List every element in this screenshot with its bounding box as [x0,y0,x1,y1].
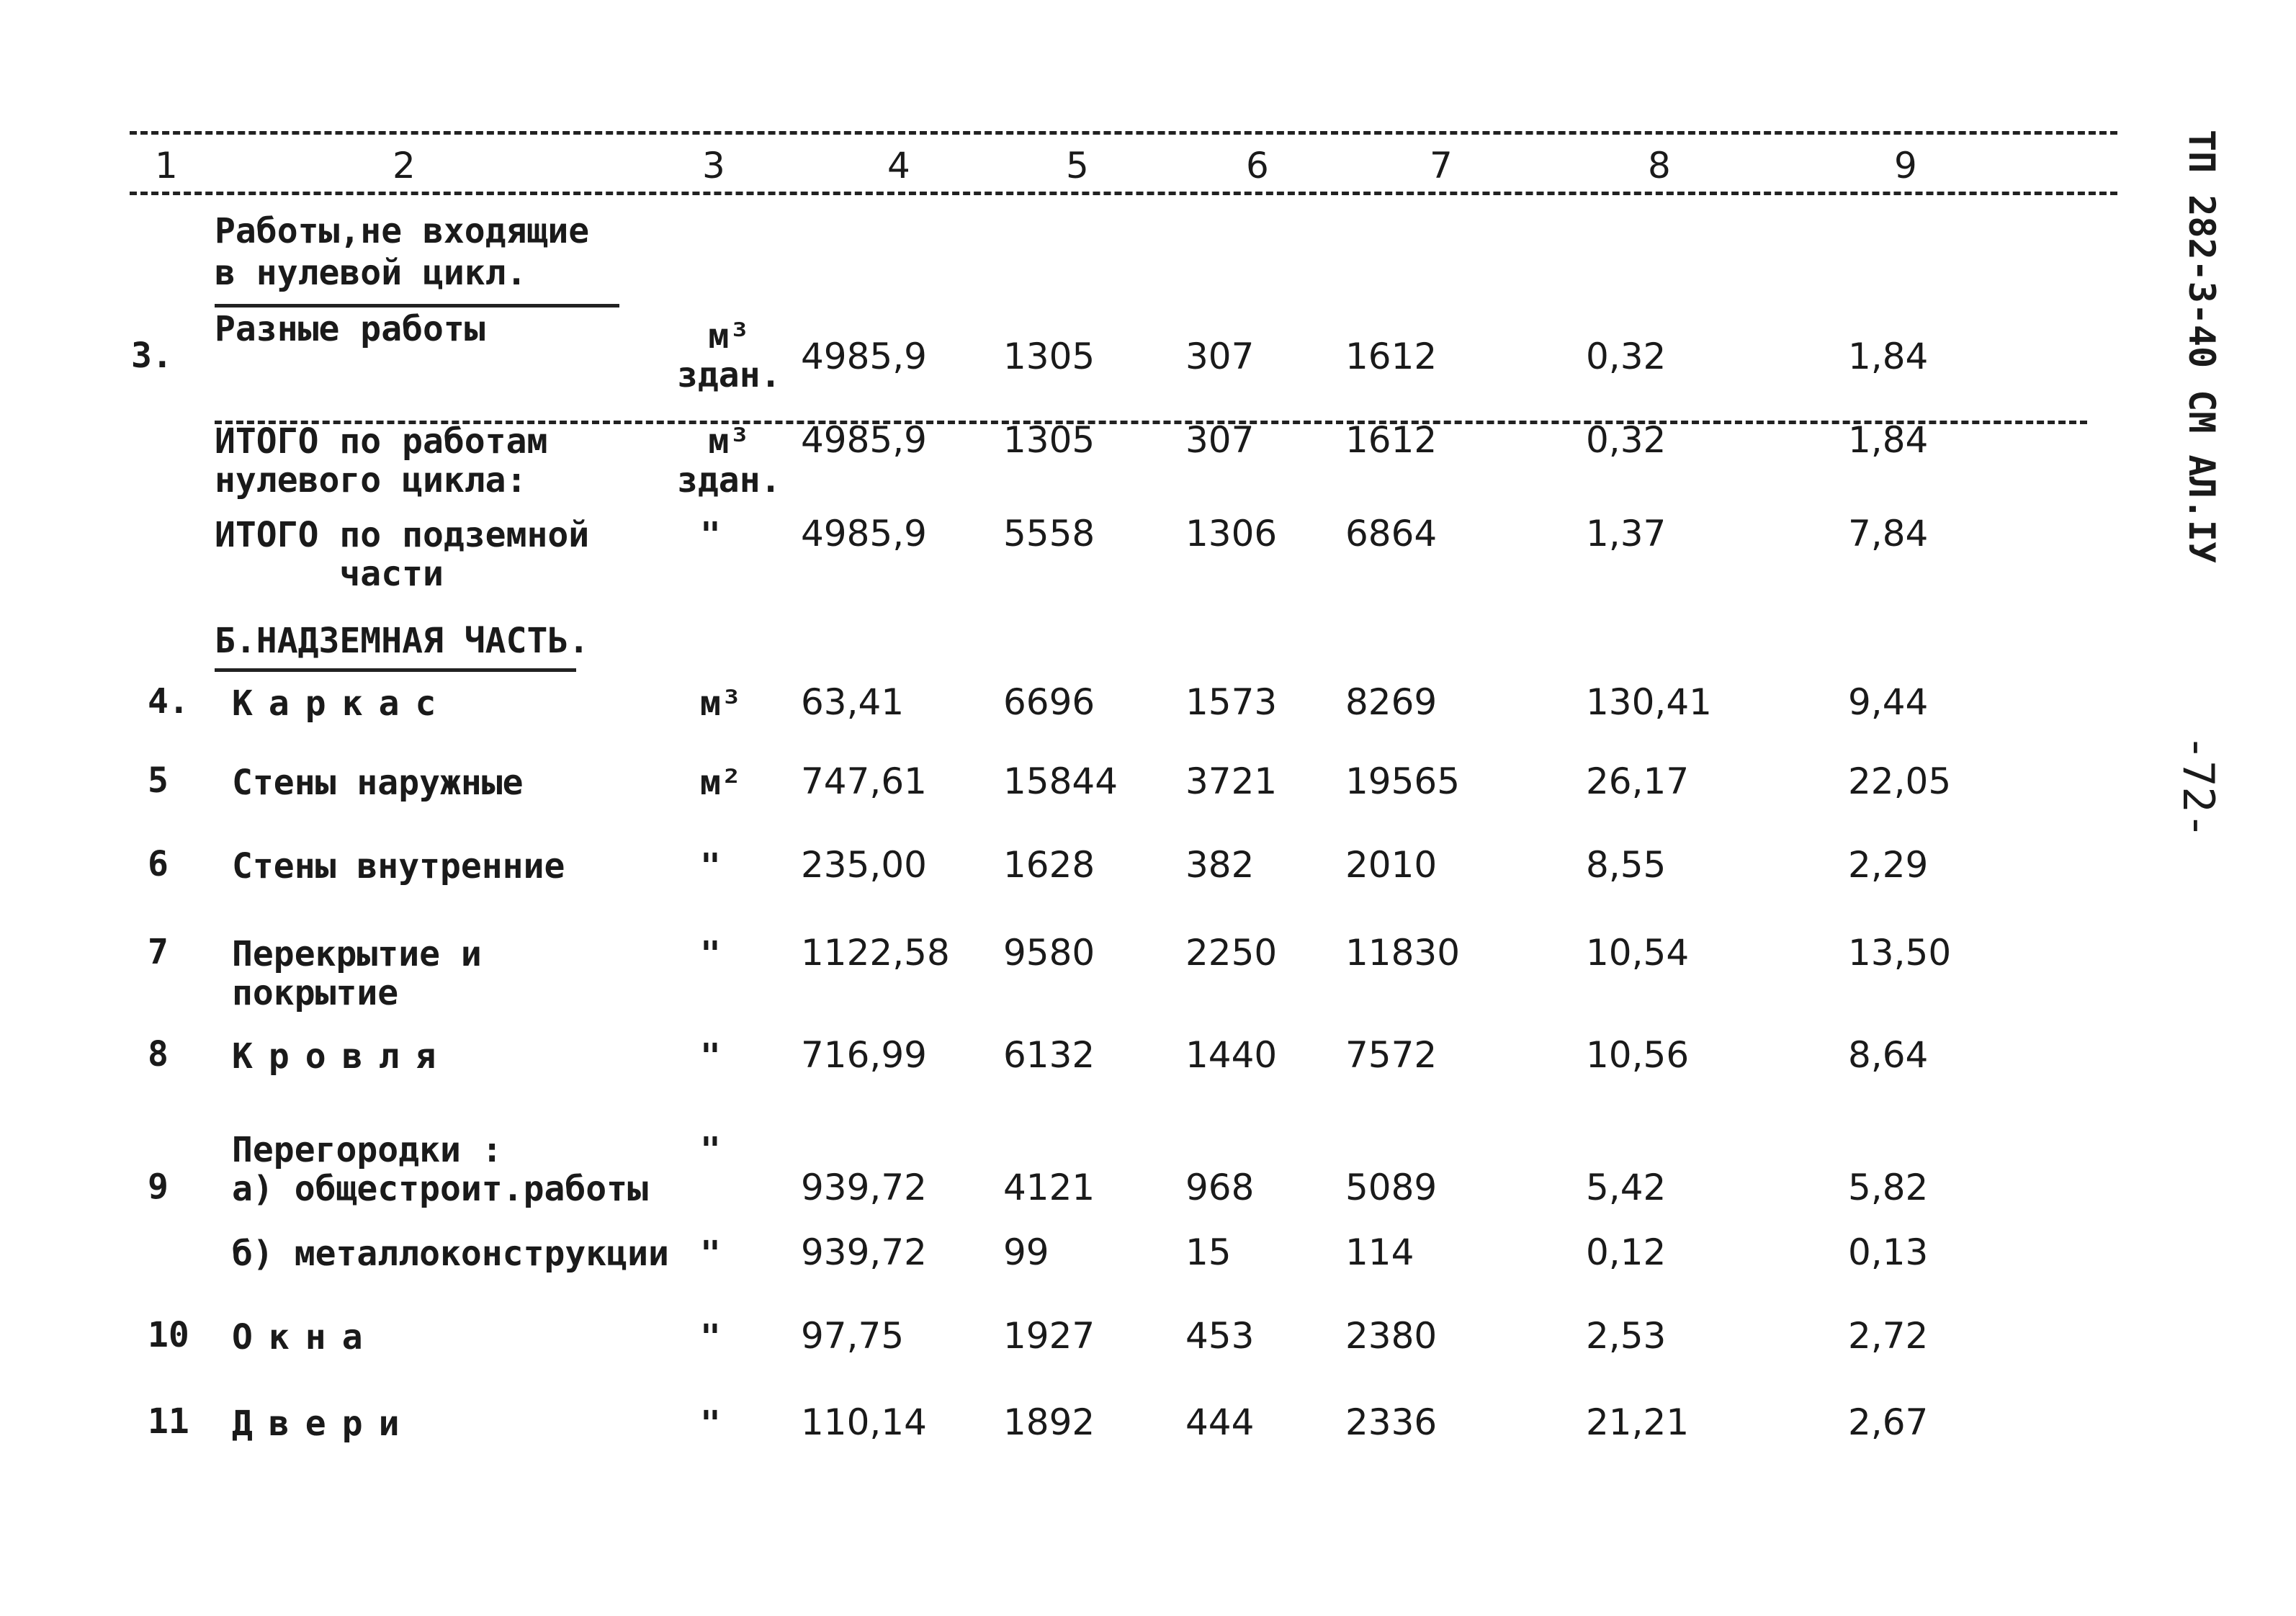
cell-col8: 10,56 [1586,1034,1690,1076]
section-b-underline [215,668,576,672]
row-number: 11 [148,1401,189,1442]
header-top-rule [130,131,2117,135]
row-unit: " [700,1317,721,1357]
row-name: б) металлоконструкции [232,1234,669,1274]
cell-col5: 1305 [1003,419,1095,461]
row-number: 3. [131,336,173,376]
row-unit: " [700,515,721,555]
row-number: 5 [148,760,169,801]
cell-col8: 130,41 [1586,681,1712,723]
cell-col8: 0,12 [1586,1231,1667,1273]
cell-col8: 8,55 [1586,844,1667,886]
cell-col9: 7,84 [1848,513,1929,555]
row-number: 8 [148,1034,169,1074]
section-a-underline [215,304,619,308]
cell-col6: 307 [1185,336,1255,377]
cell-col4: 716,99 [801,1034,927,1076]
cell-col6: 2250 [1185,932,1278,974]
cell-col6: 444 [1185,1401,1255,1443]
cell-col7: 19565 [1345,760,1461,802]
cell-col8: 21,21 [1586,1401,1690,1443]
cell-col7: 8269 [1345,681,1438,723]
cell-col4: 63,41 [801,681,905,723]
row-number: 9 [148,1167,169,1207]
cell-col9: 1,84 [1848,419,1929,461]
column-header-8: 8 [1648,145,1671,187]
row-unit: " [700,1036,721,1077]
cell-col6: 1440 [1185,1034,1278,1076]
cell-col6: 3721 [1185,760,1278,802]
row-name: Перекрытие и покрытие [232,934,482,1013]
cell-col9: 2,67 [1848,1401,1929,1443]
cell-col7: 114 [1345,1231,1414,1273]
row-name: Каркас [232,683,452,724]
cell-col4: 747,61 [801,760,927,802]
row-name: Двери [232,1404,416,1444]
cell-col9: 2,29 [1848,844,1929,886]
cell-col4: 4985,9 [801,513,927,555]
cell-col9: 22,05 [1848,760,1952,802]
cell-col7: 2380 [1345,1315,1438,1357]
cell-col6: 453 [1185,1315,1255,1357]
cell-col7: 1612 [1345,336,1438,377]
document-code: ТП 282-3-40 СМ АЛ.IУ [2181,130,2223,564]
cell-col6: 968 [1185,1167,1255,1208]
cell-col5: 9580 [1003,932,1095,974]
cell-col5: 1892 [1003,1401,1095,1443]
cell-col4: 4985,9 [801,419,927,461]
column-header-3: 3 [702,145,725,187]
row-unit: м³ здан. [677,316,781,395]
cell-col7: 1612 [1345,419,1438,461]
column-header-7: 7 [1430,145,1453,187]
section-title-above-ground: Б.НАДЗЕМНАЯ ЧАСТЬ. [215,621,590,661]
row-unit: м³ [700,683,742,724]
column-header-4: 4 [887,145,910,187]
cell-col4: 97,75 [801,1315,905,1357]
cell-col7: 6864 [1345,513,1438,555]
row-unit: " [700,1404,721,1444]
cell-col7: 2010 [1345,844,1438,886]
row-name: Стены наружные [232,763,524,803]
column-header-1: 1 [155,145,178,187]
cell-col6: 15 [1185,1231,1232,1273]
cell-col4: 235,00 [801,844,927,886]
cell-col8: 0,32 [1586,336,1667,377]
row-name: ИТОГО по подземной части [215,515,590,594]
row-name: Разные работы [215,309,485,349]
page-number: -72- [2173,735,2223,839]
cell-col8: 26,17 [1586,760,1690,802]
row-name: Стены внутренние [232,846,565,886]
column-header-2: 2 [393,145,416,187]
cell-col5: 99 [1003,1231,1049,1273]
cell-col4: 4985,9 [801,336,927,377]
cell-col4: 939,72 [801,1167,927,1208]
row-unit: " [700,846,721,886]
cell-col8: 2,53 [1586,1315,1667,1357]
cell-col6: 382 [1185,844,1255,886]
row-name: ИТОГО по работам нулевого цикла: [215,421,548,500]
row-number: 10 [148,1315,189,1355]
row-unit: м² [700,763,742,803]
cell-col7: 5089 [1345,1167,1438,1208]
cell-col9: 13,50 [1848,932,1952,974]
cell-col4: 1122,58 [801,932,950,974]
row-unit: " [700,1130,721,1170]
cell-col9: 5,82 [1848,1167,1929,1208]
cell-col9: 9,44 [1848,681,1929,723]
row-name: Кровля [232,1036,452,1077]
cell-col6: 1573 [1185,681,1278,723]
row-unit: м³ здан. [677,421,781,500]
cell-col8: 5,42 [1586,1167,1667,1208]
cell-col5: 1305 [1003,336,1095,377]
cell-col8: 0,32 [1586,419,1667,461]
row-name: Окна [232,1317,379,1357]
column-header-5: 5 [1066,145,1089,187]
cell-col5: 1927 [1003,1315,1095,1357]
cell-col5: 5558 [1003,513,1095,555]
cell-col5: 1628 [1003,844,1095,886]
cell-col4: 110,14 [801,1401,927,1443]
cell-col9: 2,72 [1848,1315,1929,1357]
cell-col9: 8,64 [1848,1034,1929,1076]
cell-col7: 11830 [1345,932,1461,974]
cell-col4: 939,72 [801,1231,927,1273]
row-name: Перегородки : а) общестроит.работы [232,1130,648,1209]
header-bottom-rule [130,192,2117,195]
column-header-6: 6 [1246,145,1269,187]
cell-col7: 2336 [1345,1401,1438,1443]
cell-col6: 307 [1185,419,1255,461]
cell-col5: 15844 [1003,760,1118,802]
cell-col5: 6132 [1003,1034,1095,1076]
row-number: 6 [148,844,169,884]
section-title-non-zero-cycle: Работы,не входящие в нулевой цикл. [215,211,590,293]
row-unit: " [700,1234,721,1274]
cell-col6: 1306 [1185,513,1278,555]
cell-col5: 6696 [1003,681,1095,723]
cell-col7: 7572 [1345,1034,1438,1076]
row-unit: " [700,934,721,974]
column-header-9: 9 [1894,145,1917,187]
cell-col8: 10,54 [1586,932,1690,974]
row-number: 7 [148,932,169,972]
row-number: 4. [148,681,189,722]
cell-col5: 4121 [1003,1167,1095,1208]
cell-col9: 1,84 [1848,336,1929,377]
cell-col8: 1,37 [1586,513,1667,555]
cell-col9: 0,13 [1848,1231,1929,1273]
